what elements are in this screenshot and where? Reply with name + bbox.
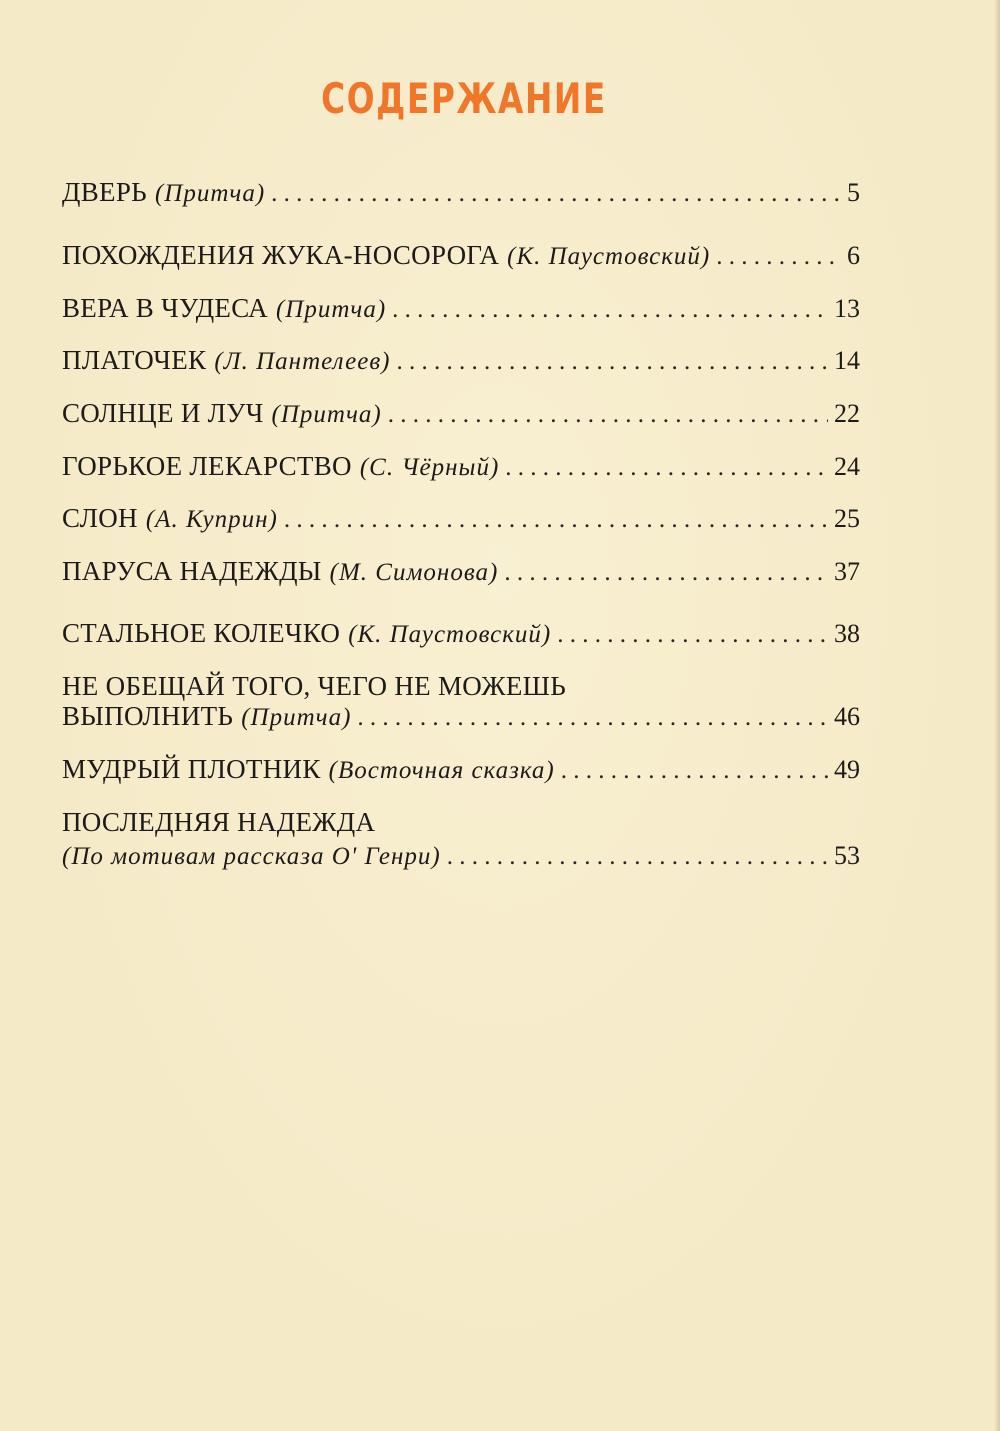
- toc-entry[interactable]: [62, 753, 860, 787]
- entry-title: СОЛНЦЕ И ЛУЧ: [62, 398, 264, 428]
- entry-page-number: 37: [834, 557, 860, 586]
- entry-page-number: 24: [834, 452, 860, 481]
- dot-leader: [271, 178, 841, 210]
- toc-entry[interactable]: [62, 292, 860, 326]
- entry-author: (К. Паустовский): [348, 621, 552, 648]
- dot-leader: [447, 841, 828, 873]
- entry-page-number: 6: [847, 241, 860, 270]
- entry-title: МУДРЫЙ ПЛОТНИК: [62, 754, 321, 784]
- entry-page-number: 14: [834, 346, 860, 375]
- dot-leader: [392, 294, 828, 326]
- entry-author: (А. Куприн): [145, 506, 278, 533]
- entry-title: ДВЕРЬ: [62, 177, 147, 207]
- entry-page-number: 46: [834, 702, 860, 731]
- entry-author: (Восточная сказка): [328, 757, 555, 784]
- toc-entry[interactable]: [62, 397, 860, 431]
- entry-author: (Притча): [241, 704, 352, 731]
- dot-leader: [284, 504, 828, 536]
- toc-entry[interactable]: [62, 176, 860, 210]
- dot-leader: [357, 702, 828, 734]
- dot-leader: [561, 755, 828, 787]
- toc-entry[interactable]: [62, 344, 860, 378]
- toc-entry[interactable]: [62, 806, 860, 873]
- dot-leader: [397, 346, 829, 378]
- entry-title: ВЫПОЛНИТЬ: [62, 701, 234, 731]
- contents-heading: СОДЕРЖАНИЕ: [321, 74, 607, 123]
- entry-title: ПЛАТОЧЕК: [62, 345, 207, 375]
- entry-author: (Л. Пантелеев): [214, 348, 391, 375]
- toc-entry[interactable]: [62, 239, 860, 273]
- toc-entry[interactable]: [62, 670, 860, 734]
- entry-page-number: 5: [847, 178, 860, 207]
- entry-title: СЛОН: [62, 503, 138, 533]
- entry-page-number: 38: [834, 619, 860, 648]
- page-edge: [994, 0, 1000, 1431]
- entry-title: ПОХОЖДЕНИЯ ЖУКА-НОСОРОГА: [62, 240, 500, 270]
- entry-author: (По мотивам рассказа О' Генри): [62, 843, 441, 870]
- entry-page-number: 49: [834, 755, 860, 784]
- dot-leader: [505, 452, 828, 484]
- entry-page-number: 53: [834, 841, 860, 870]
- entry-title: ГОРЬКОЕ ЛЕКАРСТВО: [62, 451, 352, 481]
- entry-title: СТАЛЬНОЕ КОЛЕЧКО: [62, 618, 341, 648]
- dot-leader: [504, 557, 828, 589]
- entry-author: (С. Чёрный): [359, 454, 500, 481]
- entry-title-line: НЕ ОБЕЩАЙ ТОГО, ЧЕГО НЕ МОЖЕШЬ: [62, 671, 567, 701]
- dot-leader: [388, 399, 828, 431]
- entry-author: (Притча): [154, 180, 266, 207]
- toc-entry[interactable]: [62, 555, 860, 589]
- toc-entry[interactable]: [62, 450, 860, 484]
- toc-entry[interactable]: [62, 617, 860, 651]
- entry-author: (К. Паустовский): [507, 243, 711, 270]
- dot-leader: [716, 241, 841, 273]
- entry-author: (Притча): [275, 296, 387, 323]
- entry-page-number: 22: [834, 399, 860, 428]
- entry-title-line: ПОСЛЕДНЯЯ НАДЕЖДА: [62, 807, 376, 837]
- entry-page-number: 13: [834, 294, 860, 323]
- dot-leader: [557, 619, 828, 651]
- entry-title: ВЕРА В ЧУДЕСА: [62, 293, 268, 323]
- toc-entry[interactable]: [62, 502, 860, 536]
- entry-author: (М. Симонова): [329, 559, 499, 586]
- entry-author: (Притча): [271, 401, 382, 428]
- entry-page-number: 25: [834, 504, 860, 533]
- entry-title: ПАРУСА НАДЕЖДЫ: [62, 556, 322, 586]
